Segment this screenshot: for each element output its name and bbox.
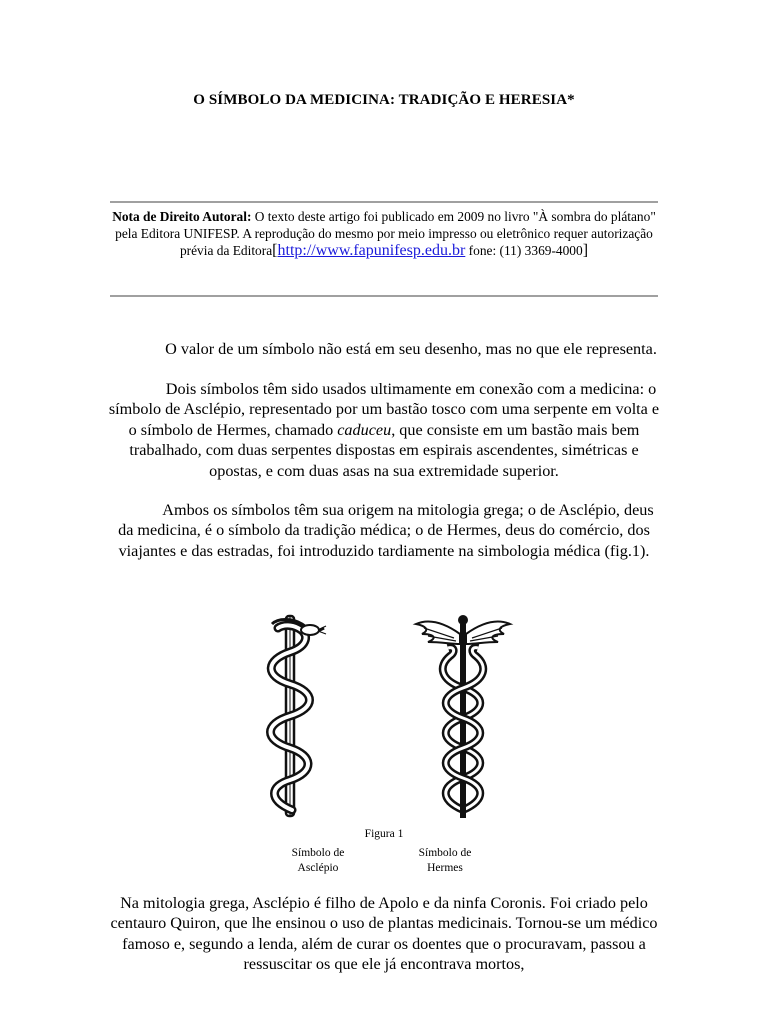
paragraph-2-text-a: Dois símbolos têm sido usados ultimamente em conexão com a medicina: o símbolo de Asclépio, representado por um bastão tosco com uma serpente em volta e o símbolo de Hermes, chamado [108,380,660,439]
paragraph-3 [106,500,662,561]
document-title: O SÍMBOLO DA MEDICINA: TRADIÇÃO E HERESIA* [193,92,575,108]
copyright-note [108,208,660,259]
bracket-open: [ [272,242,278,259]
top-divider [110,201,658,203]
caption-hermes [400,846,490,876]
paragraph-1 [106,339,662,359]
caption-asclepius-line-1: Símbolo de [291,847,345,859]
paragraph-2 [106,379,662,481]
caption-asclepius-line-2: Asclépio [297,862,339,874]
figure-label: Figura 1 [364,828,404,840]
caption-hermes-line-2: Hermes [427,862,463,874]
caduceus-icon [410,610,516,822]
bracket-close: ] [582,242,589,259]
copyright-note-label: Nota de Direito Autoral: [112,209,252,224]
paragraph-4: Na mitologia grega, Asclépio é filho de Apolo e da ninfa Coronis. Foi criado pelo centauro Quiron, que lhe ensinou o uso de plantas medicinais. Tornou-se um médico famoso e, segundo a lenda, além de curar os doentes que o procuravam, passou a ressuscitar os que ele já encontrava mortos, [110,894,658,974]
caduceu-term: caduceu [337,420,392,439]
publisher-phone: fone: (11) 3369-4000 [465,243,583,258]
paragraph-1-text: O valor de um símbolo não está em seu desenho, mas no que ele representa. [165,340,657,358]
asclepius-rod-icon [248,610,332,822]
paragraph-3-text: Ambos os símbolos têm sua origem na mitologia grega; o de Asclépio, deus da medicina, é o símbolo da tradição médica; o de Hermes, deus do comércio, dos viajantes e das estradas, foi introduzido tardiamente na simbologia médica (fig.1). [118,501,654,560]
bottom-divider [110,295,658,297]
publisher-link[interactable]: http://www.fapunifesp.edu.br [277,242,466,259]
caption-asclepius [270,846,366,876]
copyright-note-text: O texto deste artigo foi publicado em 2009 no livro "À sombra do plátano" pela Editora UNIFESP. A reprodução do mesmo por meio impresso ou eletrônico requer autorização prévia da Editora [115,209,656,258]
caption-hermes-line-1: Símbolo de [418,847,472,859]
paragraph-2-text-b: , que consiste em um bastão mais bem trabalhado, com duas serpentes dispostas em espirais ascendentes, simétricas e opostas, e com duas asas na sua extremidade superior. [129,420,640,480]
